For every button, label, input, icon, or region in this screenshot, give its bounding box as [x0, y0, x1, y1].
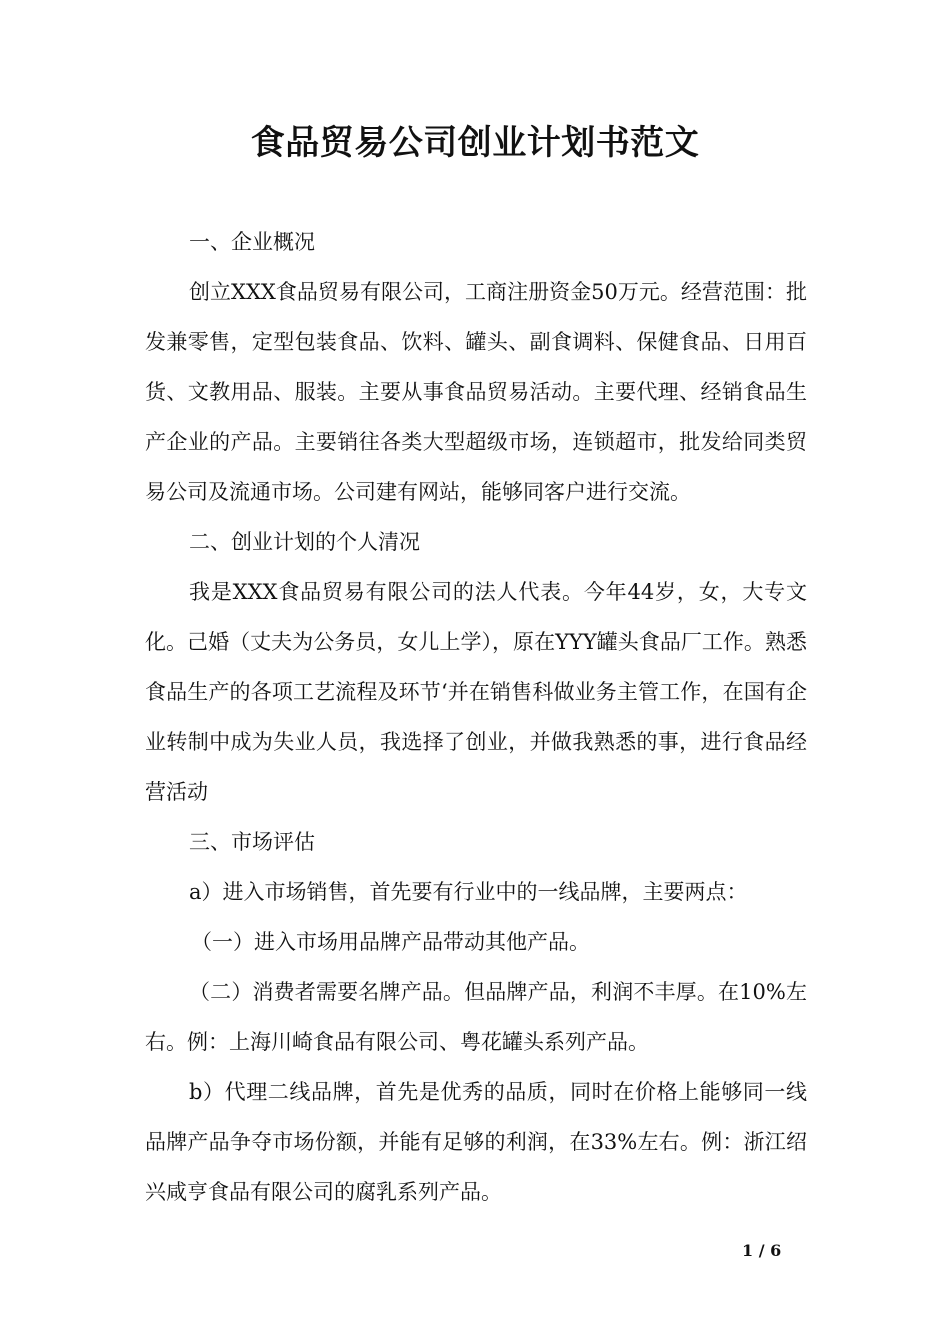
page-number: 1 / 6 [742, 1241, 782, 1260]
document-title: 食品贸易公司创业计划书范文 [250, 123, 700, 163]
paragraph-market-point-2: （二）消费者需要名牌产品。但品牌产品，利润不丰厚。在10%左右。例：上海川崎食品有限公司、粤花罐头系列产品。 [145, 980, 807, 1054]
paragraph-market-a: a）进入市场销售，首先要有行业中的一线品牌，主要两点： [189, 880, 748, 904]
document-body [145, 217, 807, 1217]
section-heading-personal: 二、创业计划的个人清况 [189, 530, 420, 554]
paragraph-personal-info: 我是XXX食品贸易有限公司的法人代表。今年44岁，女，大专文化。己婚（丈夫为公务员，女儿上学），原在YYY罐头食品厂工作。熟悉食品生产的各项工艺流程及环节‘并在销售科做业务主管工作，在国有企业转制中成为失业人员，我选择了创业，并做我熟悉的事，进行食品经营活动 [145, 580, 807, 804]
paragraph-company-overview: 创立XXX食品贸易有限公司，工商注册资金50万元。经营范围：批发兼零售，定型包装食品、饮料、罐头、副食调料、保健食品、日用百货、文教用品、服装。主要从事食品贸易活动。主要代理、经销食品生产企业的产品。主要销往各类大型超级市场，连锁超市，批发给同类贸易公司及流通市场。公司建有网站，能够同客户进行交流。 [145, 280, 807, 504]
section-heading-market: 三、市场评估 [189, 830, 315, 854]
section-heading-overview: 一、企业概况 [189, 230, 315, 254]
paragraph-market-b: b）代理二线品牌，首先是优秀的品质，同时在价格上能够同一线品牌产品争夺市场份额，并能有足够的利润，在33%左右。例：浙江绍兴咸亨食品有限公司的腐乳系列产品。 [145, 1080, 807, 1204]
paragraph-market-point-1: （一）进入市场用品牌产品带动其他产品。 [191, 930, 590, 954]
